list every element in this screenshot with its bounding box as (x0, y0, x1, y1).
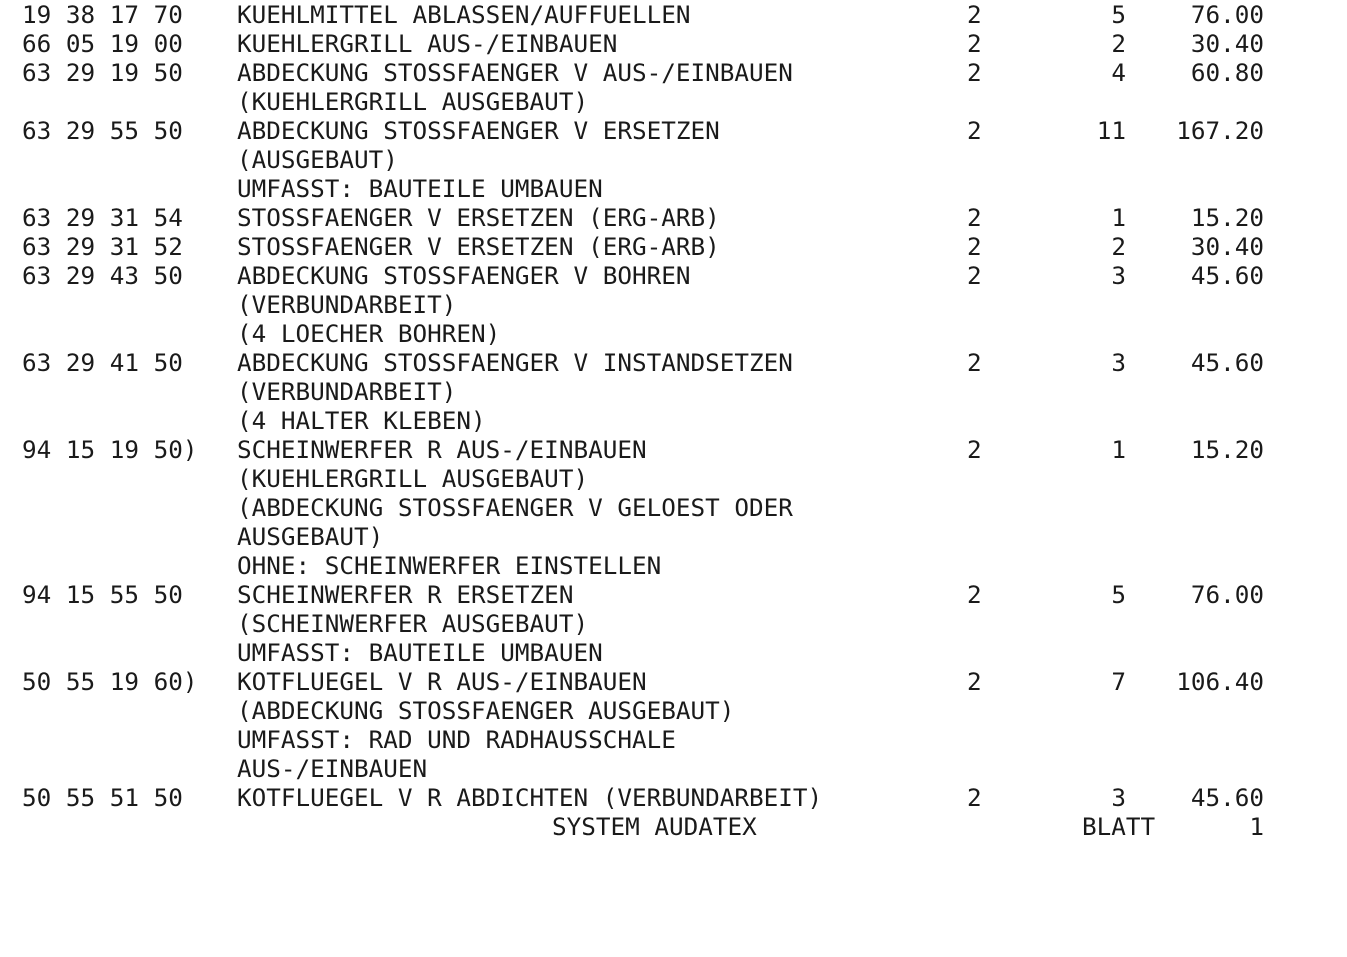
operation-description: KOTFLUEGEL V R AUS-/EINBAUEN (237, 667, 647, 696)
operation-description: (KUEHLERGRILL AUSGEBAUT) (237, 87, 589, 116)
position-row (22, 58, 1322, 87)
position-continuation-line (22, 522, 1322, 551)
operation-description: (VERBUNDARBEIT) (237, 290, 457, 319)
report-footer (22, 812, 1322, 841)
operation-code: 19 38 17 70 (22, 0, 183, 29)
wage-group: 2 (967, 232, 982, 261)
position-row (22, 203, 1322, 232)
wage-group: 2 (967, 435, 982, 464)
position-continuation-line (22, 377, 1322, 406)
operation-description: KOTFLUEGEL V R ABDICHTEN (VERBUNDARBEIT) (237, 783, 823, 812)
wage-group: 2 (967, 580, 982, 609)
position-continuation-line (22, 406, 1322, 435)
labor-amount: 60.80 (1190, 58, 1264, 87)
labor-amount: 45.60 (1190, 261, 1264, 290)
position-row (22, 435, 1322, 464)
operation-description: AUS-/EINBAUEN (237, 754, 428, 783)
operation-description: (4 HALTER KLEBEN) (237, 406, 486, 435)
labor-positions-report (22, 0, 1322, 841)
work-units: 5 (1111, 580, 1126, 609)
wage-group: 2 (967, 0, 982, 29)
wage-group: 2 (967, 58, 982, 87)
labor-amount: 15.20 (1190, 203, 1264, 232)
operation-description: (ABDECKUNG STOSSFAENGER AUSGEBAUT) (237, 696, 735, 725)
operation-code: 63 29 43 50 (22, 261, 183, 290)
operation-description: ABDECKUNG STOSSFAENGER V AUS-/EINBAUEN (237, 58, 793, 87)
position-continuation-line (22, 754, 1322, 783)
position-row (22, 232, 1322, 261)
position-row (22, 261, 1322, 290)
labor-amount: 30.40 (1190, 29, 1264, 58)
position-continuation-line (22, 609, 1322, 638)
position-continuation-line (22, 696, 1322, 725)
operation-description: UMFASST: BAUTEILE UMBAUEN (237, 174, 603, 203)
work-units: 7 (1111, 667, 1126, 696)
work-units: 2 (1111, 29, 1126, 58)
operation-code: 63 29 41 50 (22, 348, 183, 377)
position-continuation-line (22, 290, 1322, 319)
system-name: SYSTEM AUDATEX (552, 812, 757, 841)
operation-code: 63 29 31 52 (22, 232, 183, 261)
wage-group: 2 (967, 29, 982, 58)
work-units: 3 (1111, 783, 1126, 812)
work-units: 3 (1111, 348, 1126, 377)
position-continuation-line (22, 174, 1322, 203)
operation-description: SCHEINWERFER R ERSETZEN (237, 580, 574, 609)
operation-code: 63 29 55 50 (22, 116, 183, 145)
labor-positions-list (22, 0, 1322, 812)
labor-amount: 76.00 (1190, 580, 1264, 609)
operation-description: UMFASST: RAD UND RADHAUSSCHALE (237, 725, 676, 754)
operation-description: ABDECKUNG STOSSFAENGER V ERSETZEN (237, 116, 720, 145)
operation-code: 94 15 55 50 (22, 580, 183, 609)
labor-amount: 167.20 (1176, 116, 1264, 145)
work-units: 1 (1111, 203, 1126, 232)
operation-description: KUEHLMITTEL ABLASSEN/AUFFUELLEN (237, 0, 691, 29)
operation-description: STOSSFAENGER V ERSETZEN (ERG-ARB) (237, 203, 720, 232)
operation-code: 50 55 51 50 (22, 783, 183, 812)
labor-amount: 45.60 (1190, 783, 1264, 812)
position-continuation-line (22, 493, 1322, 522)
position-continuation-line (22, 464, 1322, 493)
position-row (22, 580, 1322, 609)
position-row (22, 116, 1322, 145)
wage-group: 2 (967, 116, 982, 145)
operation-code: 66 05 19 00 (22, 29, 183, 58)
position-row (22, 0, 1322, 29)
work-units: 5 (1111, 0, 1126, 29)
wage-group: 2 (967, 348, 982, 377)
position-continuation-line (22, 145, 1322, 174)
operation-description: AUSGEBAUT) (237, 522, 384, 551)
position-continuation-line (22, 551, 1322, 580)
sheet-number: 1 (1249, 812, 1264, 841)
labor-amount: 45.60 (1190, 348, 1264, 377)
wage-group: 2 (967, 261, 982, 290)
operation-code: 94 15 19 50) (22, 435, 198, 464)
operation-description: (ABDECKUNG STOSSFAENGER V GELOEST ODER (237, 493, 793, 522)
position-continuation-line (22, 638, 1322, 667)
operation-code: 63 29 19 50 (22, 58, 183, 87)
operation-code: 50 55 19 60) (22, 667, 198, 696)
operation-code: 63 29 31 54 (22, 203, 183, 232)
work-units: 11 (1096, 116, 1126, 145)
operation-description: UMFASST: BAUTEILE UMBAUEN (237, 638, 603, 667)
position-row (22, 29, 1322, 58)
labor-amount: 76.00 (1190, 0, 1264, 29)
work-units: 2 (1111, 232, 1126, 261)
work-units: 3 (1111, 261, 1126, 290)
operation-description: ABDECKUNG STOSSFAENGER V INSTANDSETZEN (237, 348, 793, 377)
wage-group: 2 (967, 667, 982, 696)
operation-description: (4 LOECHER BOHREN) (237, 319, 501, 348)
operation-description: ABDECKUNG STOSSFAENGER V BOHREN (237, 261, 691, 290)
position-continuation-line (22, 319, 1322, 348)
labor-amount: 30.40 (1190, 232, 1264, 261)
position-row (22, 783, 1322, 812)
sheet-label: BLATT (1082, 812, 1156, 841)
operation-description: (KUEHLERGRILL AUSGEBAUT) (237, 464, 589, 493)
operation-description: (AUSGEBAUT) (237, 145, 398, 174)
operation-description: (SCHEINWERFER AUSGEBAUT) (237, 609, 589, 638)
operation-description: SCHEINWERFER R AUS-/EINBAUEN (237, 435, 647, 464)
wage-group: 2 (967, 203, 982, 232)
work-units: 4 (1111, 58, 1126, 87)
operation-description: KUEHLERGRILL AUS-/EINBAUEN (237, 29, 618, 58)
position-row (22, 348, 1322, 377)
position-row (22, 667, 1322, 696)
operation-description: OHNE: SCHEINWERFER EINSTELLEN (237, 551, 662, 580)
labor-amount: 15.20 (1190, 435, 1264, 464)
labor-amount: 106.40 (1176, 667, 1264, 696)
wage-group: 2 (967, 783, 982, 812)
operation-description: (VERBUNDARBEIT) (237, 377, 457, 406)
position-continuation-line (22, 87, 1322, 116)
operation-description: STOSSFAENGER V ERSETZEN (ERG-ARB) (237, 232, 720, 261)
position-continuation-line (22, 725, 1322, 754)
work-units: 1 (1111, 435, 1126, 464)
